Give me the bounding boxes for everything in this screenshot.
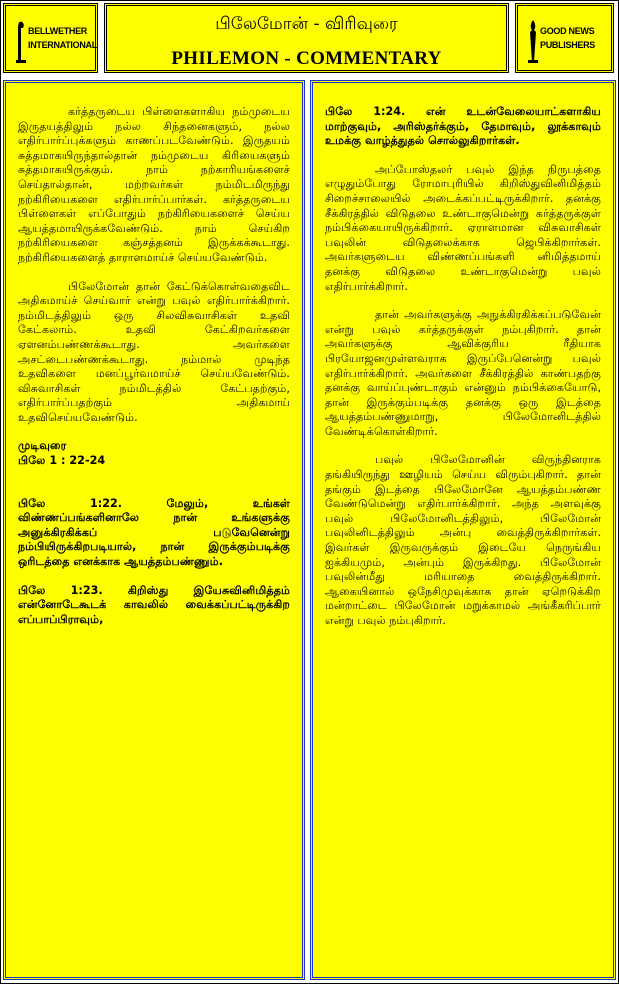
torch-icon — [528, 18, 538, 64]
paragraph: பவுல் பிலேமோனின் விருந்தினராக தங்கியிருந்து ஊழியம் செய்ய விரும்புகிறார். தான் தங்கும் இடத்தை பிலேமோனே ஆயத்தம்பண்ண வேண்டுமென்று எதிர்பார்க்கிறார். அந்த அளவுக்கு பவுல் பிலேமோனிடத்திலும், பிலேமோன் பவுலினிடத்திலும் அன்பு வைத்திருக்கிறார்கள். இவர்கள் இருவருக்கும் இடையே நெருங்கிய ஐக்கியமும், அன்பும் இருக்கிறது. பிலேமோன் பவுலின்மீது மரியாதை வைத்திருக்கிறார். ஆகையினால் ஒநேசிமுவுக்காக தான் ஏறெடுக்கிற மன்றாட்டை பிலேமோன் மறுக்காமல் அங்கீகரிப்பார் என்று பவுல் நம்புகிறார். — [325, 453, 601, 627]
verse-22: பிலே 1:22. மேலும், உங்கள் விண்ணப்பங்களினாலே நான் உங்களுக்கு அனுக்கிரகிக்கப் படுவேனென்று நம்பியிருக்கிறபடியால், நான் இருக்கும்படிக்கு ஒரிடத்தை எனக்காக ஆயத்தம்பண்ணும். — [18, 496, 290, 569]
title-english: PHILEMON - COMMENTARY — [171, 48, 442, 69]
title-box — [104, 3, 509, 73]
title-tamil: பிலேமோன் - விரிவுரை — [215, 14, 398, 34]
header — [3, 3, 614, 79]
verse-24: பிலே 1:24. என் உடன்வேலையாட்களாகிய மாற்குவும், அரிஸ்தர்க்கும், தேமாவும், லூக்காவும் உமக்கு வாழ்த்துதல் சொல்லுகிறார்கள். — [325, 105, 601, 148]
right-column — [310, 80, 616, 980]
paragraph: தான் அவர்களுக்கு அநுக்கிரகிக்கப்படுவேன் என்று பவுல் கர்த்தருக்குள் நம்புகிறார். தான் அவர்களுக்கு ஆவிக்குரிய ரீதியாக பிரயோஜனமுள்ளவராக இருப்பேனென்று பவுல் எதிர்பார்க்கிறார். அவர்களை சீக்கிரத்தில் காண்பதற்கு தனக்கு வாய்ப்புண்டாகும் என்னும் நம்பிக்கையோடு, தான் இருக்கும்படிக்கு தனக்கு ஒரு இடத்தை ஆயத்தம்பண்ணுமாறு, பிலேமோனிடத்தில் வேண்டிக்கொள்கிறார். — [325, 308, 601, 438]
bellwether-logo — [12, 16, 96, 64]
bellwether-logo-box — [3, 3, 98, 73]
paragraph: கர்த்தருடைய பிள்ளைகளாகிய நம்முடைய இருதயத்திலும் நல்ல சிந்தனைகளும், நல்ல எதிர்பார்ப்புக்களும் காணப்படவேண்டும். இருதயம் சுத்தமாகயிருந்தால்தான் நம்முடைய கிரியைகளும் சுத்தமாகயிருக்கும். நாம் நற்காரியங்களைச் செய்தால்தான், மற்றவர்கள் நம்மிடமிருந்து நற்கிரியைகளை எதிர்பார்ப்பார்கள். கர்த்தருடைய பிள்ளைகள் எப்போதும் நற்கிரியைகளைச் செய்ய ஆயத்தமாயிருக்கவேண்டும். நாம் செய்கிற நற்கிரியைகளை கஞ்சத்தனம் இருக்கக்கூடாது. நற்கிரியைகளைத் தாராளமாய்ச் செய்யவேண்டும். — [18, 105, 290, 264]
good-news-logo — [524, 16, 608, 64]
paragraph: அப்போஸ்தலர் பவுல் இந்த நிருபத்தை எழுதும்போது ரோமாபுரியில் கிறிஸ்துவினிமித்தம் சிறைச்சாலையில் அடைக்கப்பட்டிருக்கிறார். தனக்கு சீக்கிரத்தில் விடுதலை உண்டாகுமென்று கர்த்தருக்குள் நம்பிக்கையாயிருக்கிறார். ஏராளமான விசுவாசிகள் பவுலின் விடுதலைக்காக ஜெபிக்கிறார்கள். அவர்களுடைய விண்ணப்பங்களி னிமித்தமாய் தனக்கு விடுதலை உண்டாகுமென்று பவுல் எதிர்பார்க்கிறார். — [325, 162, 601, 293]
good-news-logo-box — [515, 3, 614, 73]
ram-icon — [16, 18, 26, 64]
good-news-logo-text: GOOD NEWS PUBLISHERS — [540, 26, 596, 50]
section-reference: பிலே 1 : 22-24 — [18, 454, 106, 468]
verse-23: பிலே 1:23. கிறிஸ்து இயேசுவினிமித்தம் என்னோடேகூடக் காவலில் வைக்கப்பட்டிருக்கிற எப்பாப்பிராவும், — [18, 583, 290, 626]
paragraph: பிலேமோன் தான் கேட்டுக்கொள்வதைவிட அதிகமாய்ச் செய்வார் என்று பவுல் எதிர்பார்க்கிறார். நம்மிடத்திலும் ஒரு சிலவிசுவாசிகள் உதவி கேட்கலாம். உதவி கேட்கிறவர்களை ஏளனம்பண்ணக்கூடாது. அவர்களை அசட்டைபண்ணக்கூடாது. நம்மால் முடிந்த உதவிகளை மனப்பூர்வமாய்ச் செய்யவேண்டும். விசுவாசிகள் நம்மிடத்தில் கேட்பதற்கும், எதிர்பார்ப்பதற்கும் அதிகமாய் உதவிசெய்யவேண்டும். — [18, 279, 290, 424]
section-heading: முடிவுரை — [18, 439, 67, 453]
left-column — [3, 80, 305, 980]
bellwether-logo-text: BELLWETHER INTERNATIONAL — [28, 26, 97, 50]
